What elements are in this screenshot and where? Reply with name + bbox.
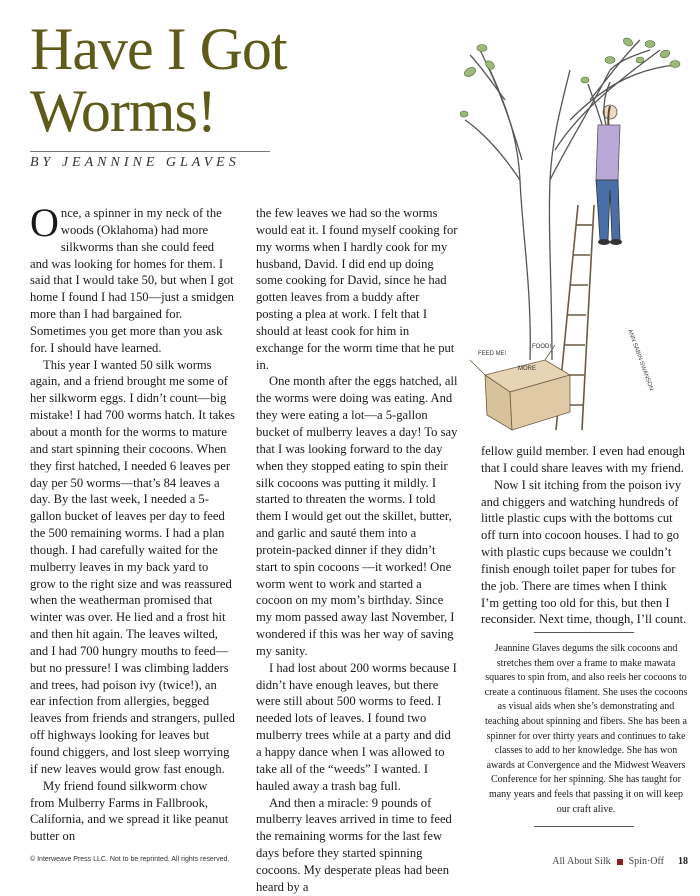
paragraph: fellow guild member. I even had enough that I could share leaves with my friend. (481, 444, 685, 475)
byline: BY JEANNINE GLAVES (30, 155, 240, 170)
drop-cap: O (30, 200, 59, 245)
svg-text:FOOD!: FOOD! (532, 344, 551, 350)
bio-divider-top (534, 632, 634, 633)
copyright-notice: © Interweave Press LLC. Not to be reprinted. All rights reserved. (30, 856, 230, 863)
square-bullet-icon (617, 859, 623, 865)
paragraph: One month after the eggs hatched, all the worms were doing was eating. And they were eating a lot—a 5-gallon bucket of mulberry leaves a day! To say that I was looking forward to the day when they stopped eating to spin their silk cocoons was putting it mildly. I started to threaten the worms. I told them I would get out the skillet, butter, and garlic and sauté them into a protein-packed dinner if they didn’t start to spin cocoons —it worked! One worm went to work and started a cocoon on my mom’s birthday. Since my mom passed away last November, I wondered if this was her way of saving my sanity. (256, 374, 458, 658)
worm-box-icon (470, 344, 570, 430)
paragraph: And then a miracle: 9 pounds of mulberry leaves arrived in time to feed the remaining worms for the last few days before they started spinning cocoons. My desperate pleas had been heard by a (256, 795, 452, 894)
title-divider (30, 151, 270, 152)
svg-text:FEED ME!: FEED ME! (478, 351, 507, 357)
page-footer (552, 856, 688, 867)
paragraph: the few leaves we had so the worms would eat it. I found myself cooking for my worms when I hardly cook for my husband, David. I did end up doing some cooking for David, since he had gotten leaves from a buddy after posting a plea at work. I felt that I should at least cook for him in exchange for the worm time that he put in. (256, 206, 458, 372)
section-name: All About Silk (552, 856, 611, 867)
text-column-2 (256, 205, 459, 896)
svg-text:MORE: MORE (518, 366, 536, 372)
paragraph: My friend found silkworm chow from Mulberry Farms in Fallbrook, California, and we spread it like peanut butter on (30, 778, 229, 844)
text-column-1 (30, 200, 235, 845)
article-title: Have I Got Worms! (30, 16, 287, 144)
magazine-name: Spin·Off (628, 856, 664, 867)
tree-ladder-illustration (460, 30, 690, 440)
artist-signature: ANN SABIN SWANSON (626, 328, 654, 392)
author-bio: Jeannine Glaves degums the silk cocoons and stretches them over a frame to make mawata squares to spin from, and also reels her cocoons to create a continuous filament. She uses the cocoons as visual aids when she’s demonstrating and teaching about spinning and fibers. She has been a spinner for over thirty years and continues to take classes to add to her knowledge. She has won awards at Convergence and the Midwest Weavers Conference for her spinning. She has taught for many years and feels that passing it on will keep our craft alive. (484, 643, 688, 815)
paragraph: Once, a spinner in my neck of the woods (Oklahoma) had more silkworms than she could feed and was looking for homes for them. I said that I would take 50, but when I got home I found I had 150—just a smidgen more than I had bargained for. Sometimes you get more than you ask for. I should have learned. (30, 200, 234, 355)
paragraph: Now I sit itching from the poison ivy and chiggers and watching hundreds of little plastic cups with the bottoms cut off turn into cocoon houses. I had to go with plastic cups because we couldn’t finish enough toilet paper for tubes for the job. There are times when I think I’m getting too old for this, but then I reconsider. Next time, though, I’ll count. (481, 477, 687, 627)
page-number: 18 (678, 856, 688, 867)
tree-icon (465, 40, 675, 360)
paragraph: This year I wanted 50 silk worms again, and a friend brought me some of her silkworm eggs. I didn’t count—big mistake! I had 700 worms hatch. It takes about a month for the worms to mature and start spinning their cocoons. When they first hatched, I needed 6 leaves per day per 50 worms—that’s 84 leaves a day. By the last week, I needed a 5-gallon bucket of leaves per day to feed the 500 remaining worms. I had a plan though. I had carefully waited for the mulberry leaves in my back yard to grow to the right size and was reassured when the weatherman promised that winter was over. He lied and a frost hit and then hit again. The leaves wilted, and I had 700 hungry mouths to feed—but no pressure! I was climbing ladders and trees, had poison ivy (twice!), an ear infection from allergies, begged leaves from friends and strangers, pulled off highways looking for leaves but found chiggers, and lost sleep worrying if new leaves would grow fast enough. (30, 357, 235, 776)
paragraph: I had lost about 200 worms because I didn’t have enough leaves, but there were still about 500 worms to feed. I needed lots of leaves. I found two mulberry trees while at a party and did a happy dance when I was allowed to take all of the “weeds” I wanted. I hauled away a trash bag full. (256, 660, 457, 793)
text-column-3 (481, 443, 688, 628)
bio-divider-bottom (534, 826, 634, 827)
